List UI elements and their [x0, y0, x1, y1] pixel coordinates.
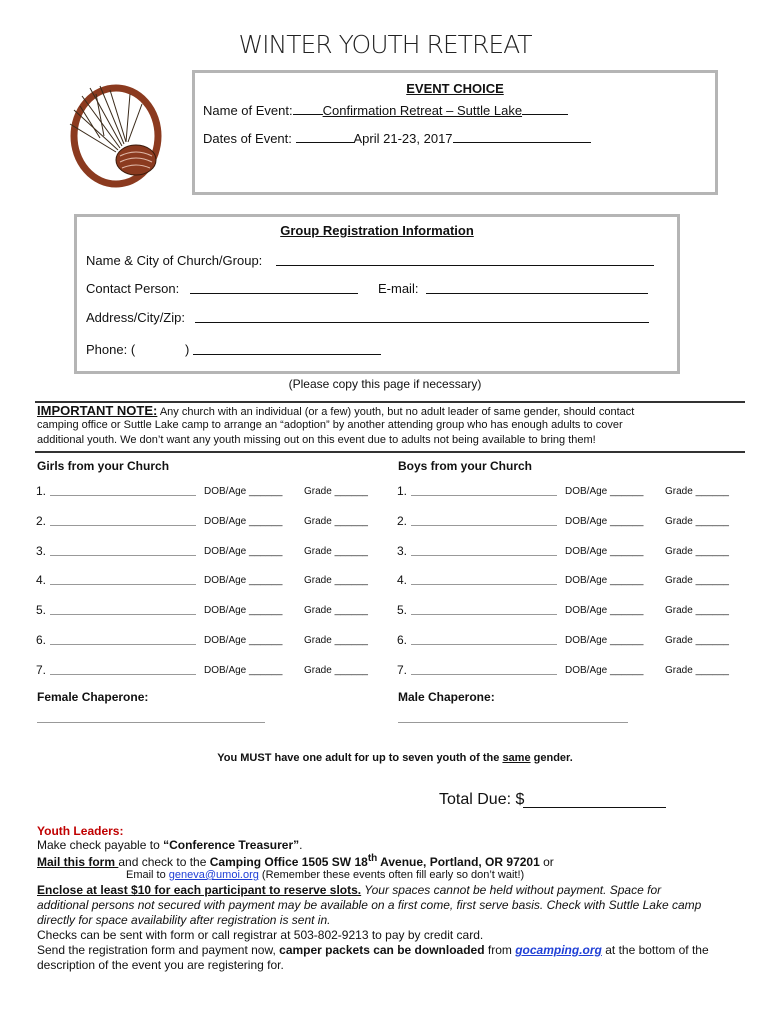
girls-row-6	[36, 633, 376, 649]
name-field[interactable]	[411, 644, 557, 645]
enclose-line1: Enclose at least $10 for each participant to reserve slots. Your spaces cannot be held without payment. Space for	[37, 883, 662, 897]
row-number: 4.	[36, 573, 47, 587]
grade-field[interactable]: Grade ______	[304, 516, 368, 527]
checks-line: Checks can be sent with form or call registrar at 503-802-9213 to pay by credit card.	[37, 928, 484, 942]
copy-note: (Please copy this page if necessary)	[288, 377, 482, 391]
boys-row-1	[397, 484, 737, 500]
event-name-label: Name of Event:	[203, 103, 293, 118]
phone-area-field[interactable]	[139, 342, 179, 356]
row-number: 5.	[36, 603, 47, 617]
grade-field[interactable]: Grade ______	[304, 546, 368, 557]
grade-field[interactable]: Grade ______	[665, 605, 729, 616]
male-chaperone-field[interactable]	[398, 722, 628, 723]
grade-field[interactable]: Grade ______	[304, 575, 368, 586]
contact-label: Contact Person:	[86, 281, 180, 296]
girls-row-5	[36, 603, 376, 619]
grade-field[interactable]: Grade ______	[665, 575, 729, 586]
phone-field[interactable]	[193, 354, 381, 355]
name-field[interactable]	[411, 614, 557, 615]
important-label: IMPORTANT NOTE:	[37, 403, 158, 418]
phone-close: )	[185, 342, 190, 357]
dob-age-field[interactable]: DOB/Age ______	[565, 605, 644, 616]
female-chaperone-field[interactable]	[37, 722, 265, 723]
phone-label: Phone: (	[86, 342, 136, 357]
church-field[interactable]	[276, 265, 654, 266]
name-field[interactable]	[411, 495, 557, 496]
email-link[interactable]: geneva@umoi.org	[168, 869, 259, 881]
email-field[interactable]	[426, 293, 648, 294]
name-field[interactable]	[50, 674, 196, 675]
dob-age-field[interactable]: DOB/Age ______	[565, 575, 644, 586]
address-label: Address/City/Zip:	[86, 310, 185, 325]
total-due-label: Total Due: $	[439, 791, 525, 808]
dob-age-field[interactable]: DOB/Age ______	[204, 605, 283, 616]
name-field[interactable]	[50, 584, 196, 585]
boys-row-3	[397, 544, 737, 560]
grade-field[interactable]: Grade ______	[665, 665, 729, 676]
name-field[interactable]	[50, 644, 196, 645]
name-field[interactable]	[50, 555, 196, 556]
must-note: You MUST have one adult for up to seven youth of the same gender.	[217, 752, 573, 764]
grade-field[interactable]: Grade ______	[665, 635, 729, 646]
male-chaperone-label: Male Chaperone:	[398, 690, 495, 704]
boys-row-4	[397, 573, 737, 589]
page-title: WINTER YOUTH RETREAT	[238, 30, 532, 59]
boys-row-5	[397, 603, 737, 619]
row-number: 6.	[397, 633, 408, 647]
row-number: 5.	[397, 603, 408, 617]
dob-age-field[interactable]: DOB/Age ______	[565, 635, 644, 646]
row-number: 1.	[36, 484, 47, 498]
row-number: 3.	[36, 544, 47, 558]
pinecone-logo	[60, 76, 168, 196]
important-note-line2: camping office or Suttle Lake camp to arrange an “adoption” by another attending group who has enough adults to cover	[37, 419, 623, 431]
contact-field[interactable]	[190, 293, 358, 294]
dob-age-field[interactable]: DOB/Age ______	[565, 486, 644, 497]
boys-row-7	[397, 663, 737, 679]
row-number: 7.	[36, 663, 47, 677]
enclose-line2: additional persons not secured with payment may be available on a first come, first serve basis. Check with Suttle Lake camp	[37, 898, 702, 912]
dob-age-field[interactable]: DOB/Age ______	[204, 665, 283, 676]
dob-age-field[interactable]: DOB/Age ______	[565, 665, 644, 676]
girls-row-7	[36, 663, 376, 679]
dob-age-field[interactable]: DOB/Age ______	[204, 575, 283, 586]
email-label: E-mail:	[378, 281, 419, 296]
girls-row-3	[36, 544, 376, 560]
send-line: Send the registration form and payment now, camper packets can be downloaded from gocamping.org at the bottom of the	[37, 943, 709, 957]
dob-age-field[interactable]: DOB/Age ______	[204, 635, 283, 646]
grade-field[interactable]: Grade ______	[665, 516, 729, 527]
name-field[interactable]	[411, 674, 557, 675]
event-dates-value[interactable]: April 21-23, 2017	[353, 131, 453, 146]
dob-age-field[interactable]: DOB/Age ______	[204, 486, 283, 497]
event-dates-label: Dates of Event:	[203, 131, 292, 146]
event-name-row	[203, 103, 568, 118]
row-number: 4.	[397, 573, 408, 587]
row-number: 6.	[36, 633, 47, 647]
important-note-line1: IMPORTANT NOTE: Any church with an individual (or a few) youth, but no adult leader of same gender, should contact	[37, 403, 635, 418]
event-choice-heading: EVENT CHOICE	[406, 81, 504, 96]
row-number: 2.	[36, 514, 47, 528]
mail-form-line: Mail this form and check to the Camping Office 1505 SW 18th Avenue, Portland, OR 97201 or	[37, 853, 554, 869]
name-field[interactable]	[411, 584, 557, 585]
event-dates-row	[203, 131, 591, 146]
girls-heading: Girls from your Church	[37, 459, 170, 473]
grade-field[interactable]: Grade ______	[304, 665, 368, 676]
boys-heading: Boys from your Church	[398, 459, 533, 473]
boys-row-2	[397, 514, 737, 530]
send-line-2: description of the event you are registering for.	[37, 958, 284, 972]
check-payable-line: Make check payable to “Conference Treasurer”.	[37, 838, 303, 852]
dob-age-field[interactable]: DOB/Age ______	[204, 546, 283, 557]
grade-field[interactable]: Grade ______	[304, 605, 368, 616]
name-field[interactable]	[411, 555, 557, 556]
name-field[interactable]	[50, 525, 196, 526]
church-label: Name & City of Church/Group:	[86, 253, 263, 268]
row-number: 1.	[397, 484, 408, 498]
grade-field[interactable]: Grade ______	[665, 486, 729, 497]
grade-field[interactable]: Grade ______	[304, 635, 368, 646]
row-number: 7.	[397, 663, 408, 677]
grade-field[interactable]: Grade ______	[304, 486, 368, 497]
row-number: 3.	[397, 544, 408, 558]
gocamping-link[interactable]: gocamping.org	[515, 943, 602, 957]
email-line: Email to geneva@umoi.org (Remember these events often fill early so don’t wait!)	[126, 869, 525, 881]
address-field[interactable]	[195, 322, 649, 323]
group-registration-heading: Group Registration Information	[280, 223, 474, 238]
name-field[interactable]	[50, 495, 196, 496]
dob-age-field[interactable]: DOB/Age ______	[565, 546, 644, 557]
female-chaperone-label: Female Chaperone:	[37, 690, 149, 704]
girls-row-2	[36, 514, 376, 530]
grade-field[interactable]: Grade ______	[665, 546, 729, 557]
enclose-line3: directly for space availability after registration is sent in.	[37, 913, 331, 927]
name-field[interactable]	[411, 525, 557, 526]
name-field[interactable]	[50, 614, 196, 615]
important-note-line3: additional youth. We don’t want any youth missing out on this event due to adults not being available to bring them!	[37, 434, 596, 446]
total-due-field[interactable]	[523, 807, 666, 808]
row-number: 2.	[397, 514, 408, 528]
dob-age-field[interactable]: DOB/Age ______	[204, 516, 283, 527]
girls-row-4	[36, 573, 376, 589]
boys-row-6	[397, 633, 737, 649]
girls-row-1	[36, 484, 376, 500]
event-name-value[interactable]: Confirmation Retreat – Suttle Lake	[322, 103, 523, 118]
youth-leaders-heading: Youth Leaders:	[37, 824, 124, 838]
dob-age-field[interactable]: DOB/Age ______	[565, 516, 644, 527]
